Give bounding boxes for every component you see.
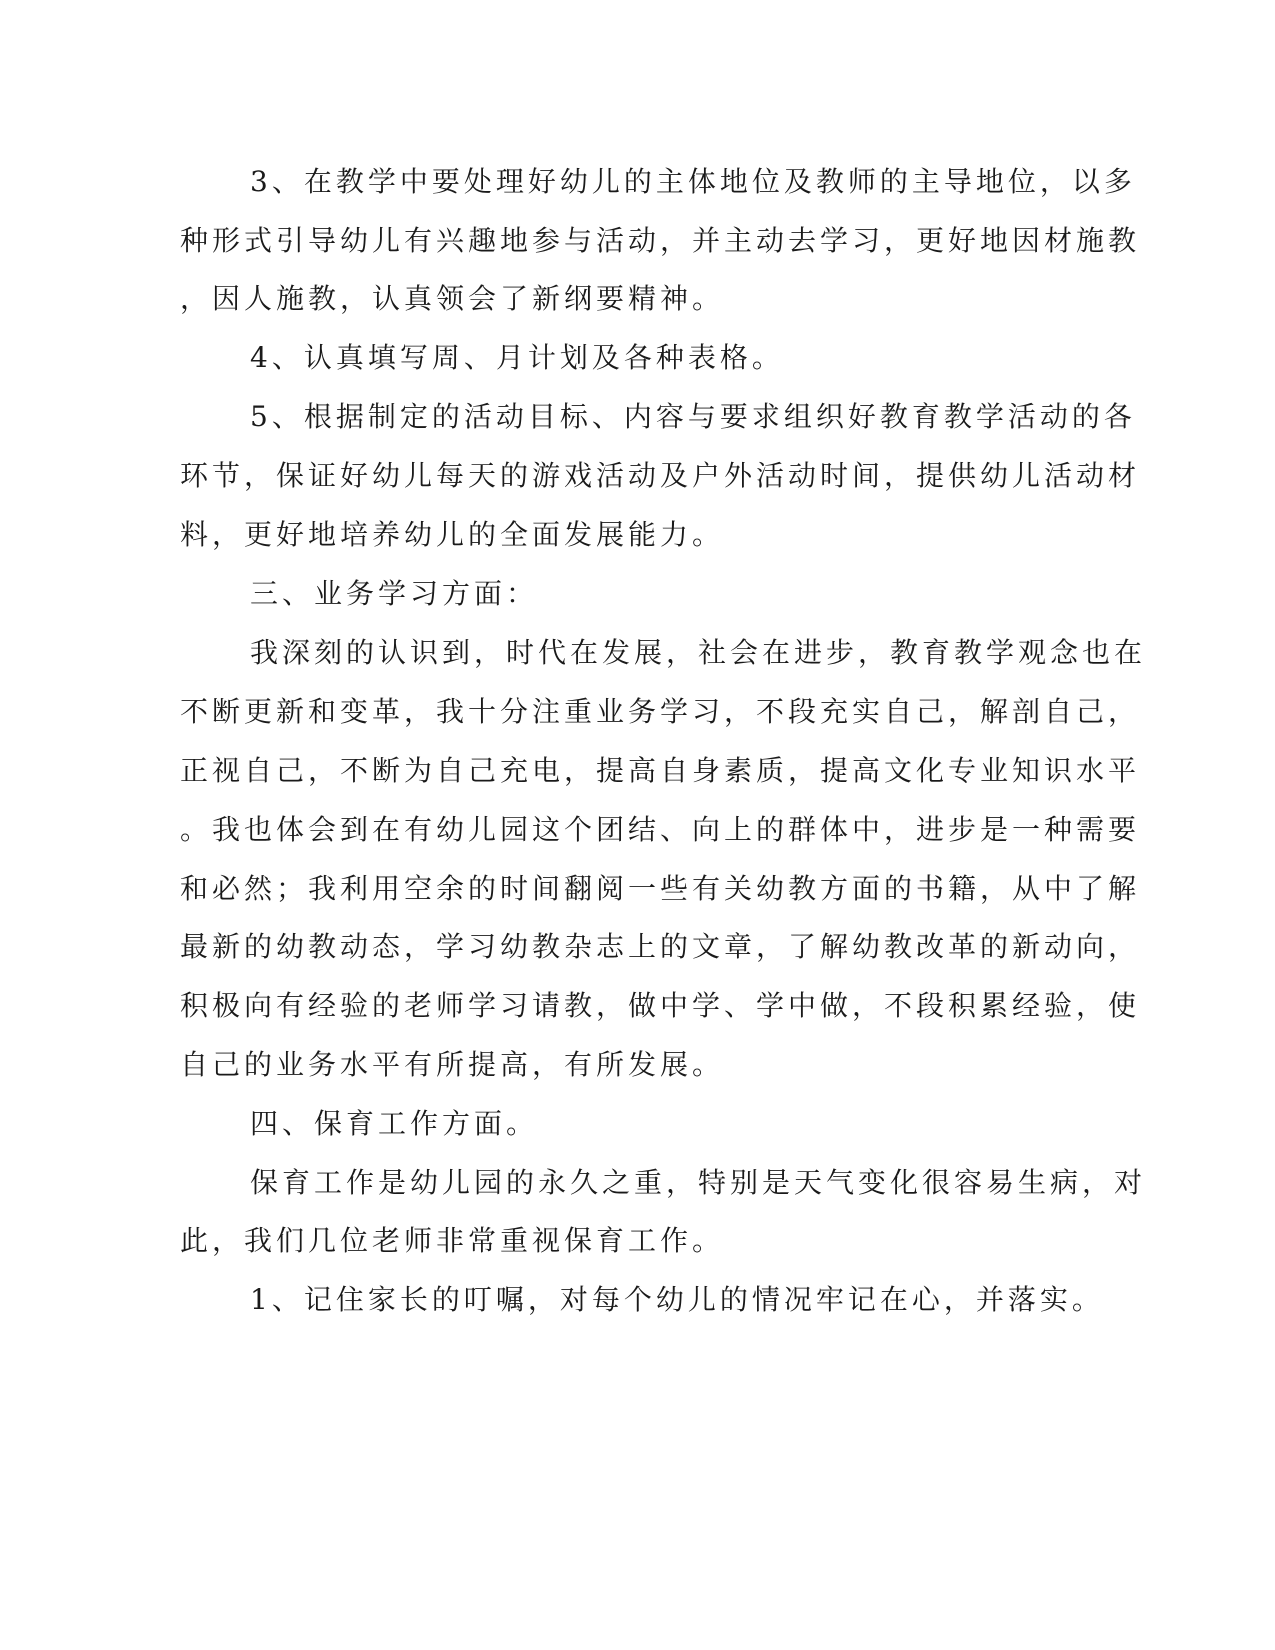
- text-line: 保育工作是幼儿园的永久之重，特别是天气变化很容易生病，对: [250, 1166, 1147, 1199]
- text-line: 4、认真填写周、月计划及各种表格。: [250, 341, 784, 374]
- text-line: ，因人施教，认真领会了新纲要精神。: [180, 282, 725, 315]
- text-line: 积极向有经验的老师学习请教，做中学、学中做，不段积累经验，使: [180, 989, 1141, 1022]
- text-line: 不断更新和变革，我十分注重业务学习，不段充实自己，解剖自己，: [180, 695, 1141, 728]
- text-line: 1、记住家长的叮嘱，对每个幼儿的情况牢记在心，并落实。: [250, 1283, 1104, 1316]
- text-line: 最新的幼教动态，学习幼教杂志上的文章，了解幼教改革的新动向，: [180, 930, 1141, 963]
- text-line: 此，我们几位老师非常重视保育工作。: [180, 1224, 725, 1257]
- text-line: 5、根据制定的活动目标、内容与要求组织好教育教学活动的各: [250, 400, 1136, 433]
- text-line: 自己的业务水平有所提高，有所发展。: [180, 1048, 725, 1081]
- text-line: 我深刻的认识到，时代在发展，社会在进步，教育教学观念也在: [250, 636, 1147, 669]
- text-line: 和必然；我利用空余的时间翻阅一些有关幼教方面的书籍，从中了解: [180, 872, 1141, 905]
- text-line: 3、在教学中要处理好幼儿的主体地位及教师的主导地位，以多: [250, 165, 1136, 198]
- text-line: 正视自己，不断为自己充电，提高自身素质，提高文化专业知识水平: [180, 754, 1141, 787]
- text-line: 环节，保证好幼儿每天的游戏活动及户外活动时间，提供幼儿活动材: [180, 459, 1141, 492]
- text-line: 。我也体会到在有幼儿园这个团结、向上的群体中，进步是一种需要: [180, 813, 1141, 846]
- section-heading: 三、业务学习方面：: [250, 577, 539, 610]
- text-line: 种形式引导幼儿有兴趣地参与活动，并主动去学习，更好地因材施教: [180, 224, 1141, 257]
- section-heading: 四、保育工作方面。: [250, 1107, 539, 1140]
- text-line: 料，更好地培养幼儿的全面发展能力。: [180, 518, 725, 551]
